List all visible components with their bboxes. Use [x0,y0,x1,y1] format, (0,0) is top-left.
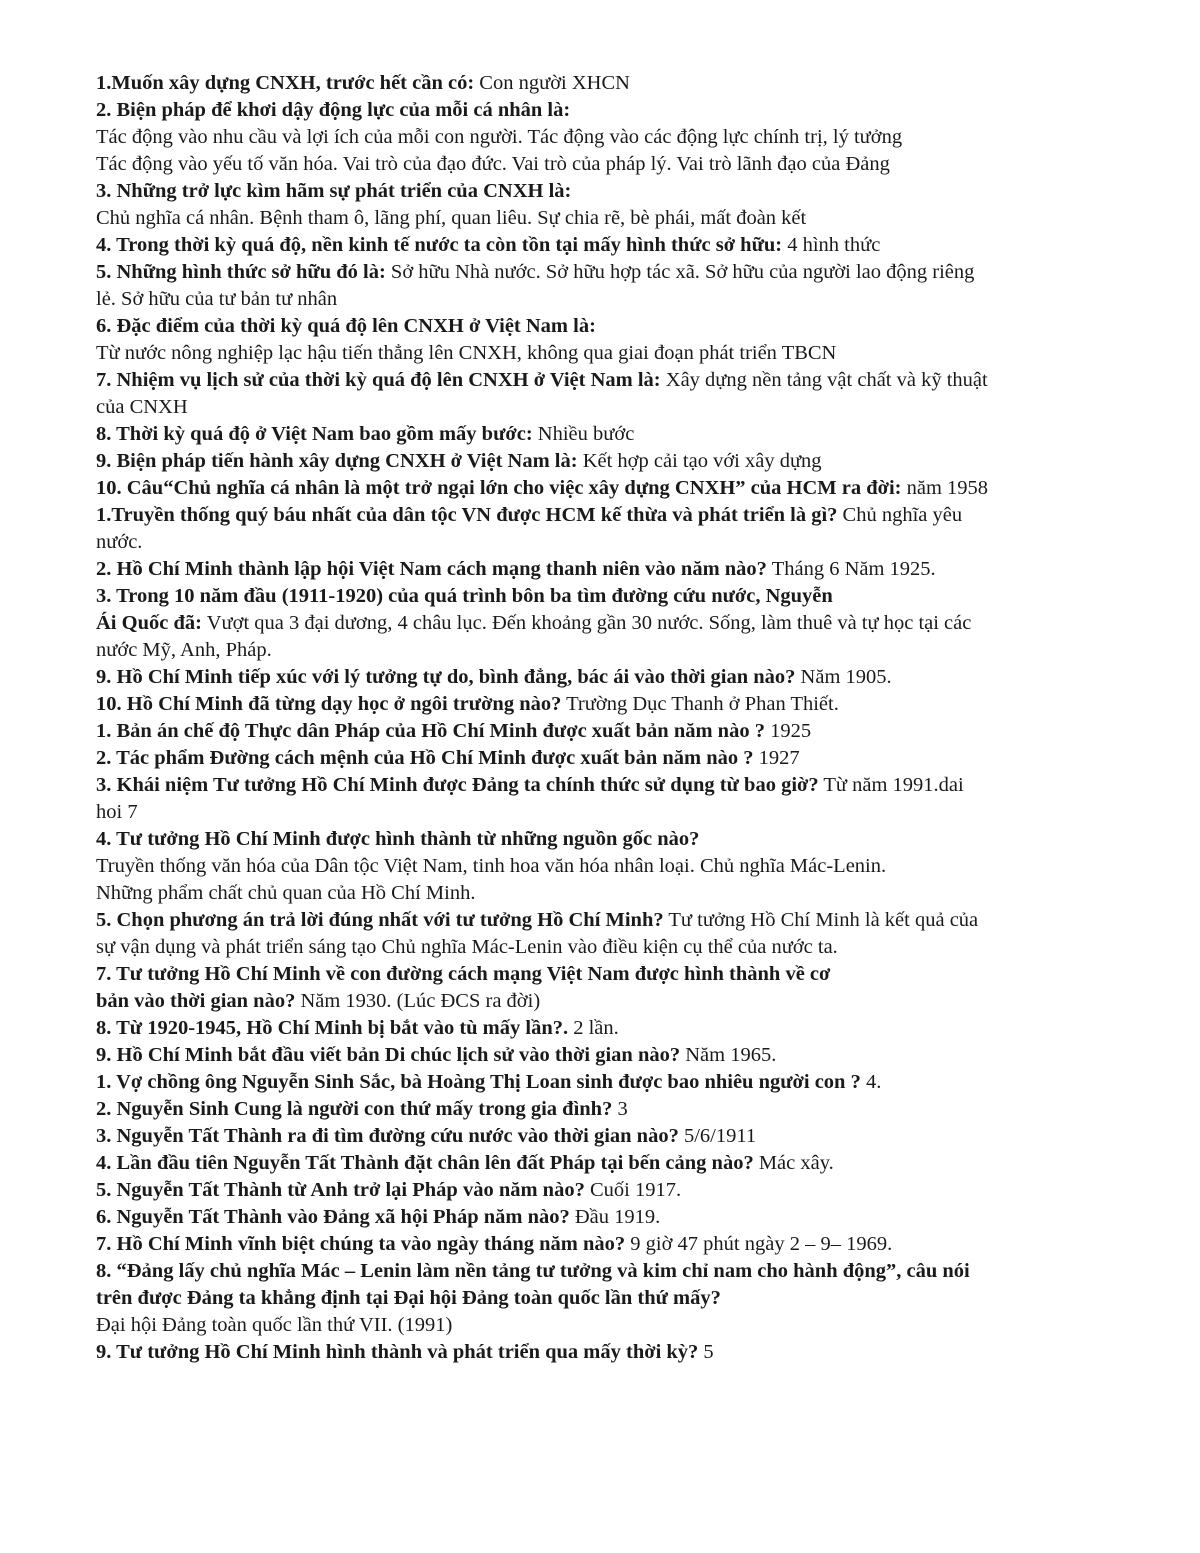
question-text: 6. Nguyễn Tất Thành vào Đảng xã hội Pháp năm nào? [96,1206,570,1228]
question-text: 9. Hồ Chí Minh bắt đầu viết bản Di chúc lịch sử vào thời gian nào? [96,1044,681,1066]
question-text: 7. Tư tưởng Hồ Chí Minh về con đường cách mạng Việt Nam được hình thành về cơ [96,963,831,985]
question-text: 1. Bản án chế độ Thực dân Pháp của Hồ Chí Minh được xuất bản năm nào ? [96,720,765,742]
answer-text: 4 hình thức [782,234,881,256]
answer-text: Mác xây. [753,1152,834,1174]
answer-text: của CNXH [96,396,188,418]
answer-text: Từ nước nông nghiệp lạc hậu tiến thẳng lên CNXH, không qua giai đoạn phát triển TBCN [96,342,837,364]
text-line [96,1069,1136,1096]
answer-text: 4. [860,1071,882,1093]
question-text: 10. Câu“Chủ nghĩa cá nhân là một trở ngại lớn cho việc xây dựng CNXH” của HCM ra đời: [96,477,902,499]
text-line [96,1204,1136,1231]
answer-text: Con người XHCN [474,72,630,94]
answer-text: 2 lần. [568,1017,619,1039]
question-text: 8. “Đảng lấy chủ nghĩa Mác – Lenin làm nền tảng tư tưởng và kim chỉ nam cho hành động”, câu nói [96,1260,970,1282]
answer-text: Đại hội Đảng toàn quốc lần thứ VII. (1991) [96,1314,453,1336]
question-text: 7. Nhiệm vụ lịch sử của thời kỳ quá độ lên CNXH ở Việt Nam là: [96,369,661,391]
answer-text: Năm 1905. [795,666,892,688]
answer-text: năm 1958 [901,477,989,499]
answer-text: Tác động vào yếu tố văn hóa. Vai trò của đạo đức. Vai trò của pháp lý. Vai trò lãnh đạo của Đảng [96,153,890,175]
text-line [96,934,1136,961]
question-text: 1. Vợ chồng ông Nguyễn Sinh Sắc, bà Hoàng Thị Loan sinh được bao nhiêu người con ? [96,1071,861,1093]
question-text: 3. Những trở lực kìm hãm sự phát triển của CNXH là: [96,180,572,202]
text-line [96,259,1136,286]
text-line [96,448,1136,475]
text-line [96,421,1136,448]
question-text: 10. Hồ Chí Minh đã từng dạy học ở ngôi trường nào? [96,693,562,715]
text-line [96,610,1136,637]
text-line [96,286,1136,313]
question-text: 6. Đặc điểm của thời kỳ quá độ lên CNXH ở Việt Nam là: [96,315,596,337]
text-line [96,691,1136,718]
text-line [96,799,1136,826]
text-line [96,907,1136,934]
text-line [96,988,1136,1015]
text-line [96,772,1136,799]
text-line [96,1123,1136,1150]
question-text: 4. Trong thời kỳ quá độ, nền kinh tế nước ta còn tồn tại mấy hình thức sở hữu: [96,234,783,256]
question-text: 9. Tư tưởng Hồ Chí Minh hình thành và phát triển qua mấy thời kỳ? [96,1341,699,1363]
answer-text: Sở hữu Nhà nước. Sở hữu hợp tác xã. Sở hữu của người lao động riêng [385,261,975,283]
text-line [96,475,1136,502]
answer-text: 3 [612,1098,628,1120]
text-line [96,205,1136,232]
text-line [96,826,1136,853]
text-line [96,853,1136,880]
text-line [96,529,1136,556]
answer-text: Kết hợp cải tạo với xây dựng [577,450,822,472]
question-text: 2. Biện pháp để khơi dậy động lực của mỗi cá nhân là: [96,99,571,121]
text-line [96,745,1136,772]
question-text: 3. Nguyễn Tất Thành ra đi tìm đường cứu nước vào thời gian nào? [96,1125,679,1147]
answer-text: Năm 1930. (Lúc ĐCS ra đời) [295,990,541,1012]
answer-text: 1927 [753,747,800,769]
question-text: 8. Từ 1920-1945, Hồ Chí Minh bị bắt vào tù mấy lần?. [96,1017,569,1039]
text-line [96,880,1136,907]
text-line [96,1312,1136,1339]
answer-text: Nhiều bước [532,423,635,445]
question-text: 4. Tư tưởng Hồ Chí Minh được hình thành từ những nguồn gốc nào? [96,828,700,850]
answer-text: 9 giờ 47 phút ngày 2 – 9– 1969. [625,1233,893,1255]
text-line [96,1150,1136,1177]
text-line [96,1285,1136,1312]
question-text: 8. Thời kỳ quá độ ở Việt Nam bao gồm mấy bước: [96,423,533,445]
text-line [96,1258,1136,1285]
answer-text: Trường Dục Thanh ở Phan Thiết. [561,693,839,715]
text-line [96,1096,1136,1123]
question-text: 5. Chọn phương án trả lời đúng nhất với tư tưởng Hồ Chí Minh? [96,909,664,931]
answer-text: Tháng 6 Năm 1925. [766,558,936,580]
text-line [96,1042,1136,1069]
answer-text: Cuối 1917. [584,1179,682,1201]
answer-text: Tác động vào nhu cầu và lợi ích của mỗi con người. Tác động vào các động lực chính trị, lý tưởng [96,126,903,148]
answer-text: nước. [96,531,143,553]
question-text: 9. Biện pháp tiến hành xây dựng CNXH ở Việt Nam là: [96,450,578,472]
answer-text: Đầu 1919. [569,1206,661,1228]
text-line [96,151,1136,178]
answer-text: 5/6/1911 [678,1125,757,1147]
text-line [96,556,1136,583]
text-line [96,961,1136,988]
answer-text: lẻ. Sở hữu của tư bản tư nhân [96,288,338,310]
answer-text: Những phẩm chất chủ quan của Hồ Chí Minh. [96,882,476,904]
text-line [96,664,1136,691]
question-text: 5. Những hình thức sở hữu đó là: [96,261,386,283]
text-line [96,97,1136,124]
question-text: 2. Nguyễn Sinh Cung là người con thứ mấy trong gia đình? [96,1098,613,1120]
text-line [96,313,1136,340]
answer-text: Từ năm 1991.dai [818,774,964,796]
question-text: 2. Tác phẩm Đường cách mệnh của Hồ Chí Minh được xuất bản năm nào ? [96,747,754,769]
text-line [96,1339,1136,1366]
question-text: 4. Lần đầu tiên Nguyễn Tất Thành đặt chân lên đất Pháp tại bến cảng nào? [96,1152,754,1174]
answer-text: Vượt qua 3 đại dương, 4 châu lục. Đến khoảng gần 30 nước. Sống, làm thuê và tự học tại các [201,612,972,634]
question-text: Ái Quốc đã: [96,612,202,634]
question-text: 1.Truyền thống quý báu nhất của dân tộc VN được HCM kế thừa và phát triển là gì? [96,504,838,526]
text-line [96,583,1136,610]
answer-text: Năm 1965. [680,1044,777,1066]
answer-text: Chủ nghĩa yêu [837,504,963,526]
text-line [96,718,1136,745]
question-text: 5. Nguyễn Tất Thành từ Anh trở lại Pháp vào năm nào? [96,1179,585,1201]
text-line [96,502,1136,529]
answer-text: Xây dựng nền tảng vật chất và kỹ thuật [660,369,988,391]
text-line [96,637,1136,664]
text-line [96,232,1136,259]
question-text: 2. Hồ Chí Minh thành lập hội Việt Nam cách mạng thanh niên vào năm nào? [96,558,767,580]
text-line [96,178,1136,205]
answer-text: hoi 7 [96,801,138,823]
text-line [96,1177,1136,1204]
question-text: 3. Khái niệm Tư tưởng Hồ Chí Minh được Đảng ta chính thức sử dụng từ bao giờ? [96,774,819,796]
question-text: 3. Trong 10 năm đầu (1911-1920) của quá trình bôn ba tìm đường cứu nước, Nguyễn [96,585,833,607]
answer-text: sự vận dụng và phát triển sáng tạo Chủ nghĩa Mác-Lenin vào điều kiện cụ thể của nước ta. [96,936,838,958]
answer-text: 1925 [764,720,812,742]
question-text: 7. Hồ Chí Minh vĩnh biệt chúng ta vào ngày tháng năm nào? [96,1233,626,1255]
text-line [96,367,1136,394]
answer-text: Tư tưởng Hồ Chí Minh là kết quả của [663,909,979,931]
text-line [96,340,1136,367]
text-line [96,1231,1136,1258]
text-line [96,124,1136,151]
question-text: 1.Muốn xây dựng CNXH, trước hết cần có: [96,72,475,94]
answer-text: 5 [698,1341,714,1363]
text-line [96,394,1136,421]
question-text: trên được Đảng ta khẳng định tại Đại hội Đảng toàn quốc lần thứ mấy? [96,1287,721,1309]
text-line [96,1015,1136,1042]
question-text: bản vào thời gian nào? [96,990,296,1012]
answer-text: nước Mỹ, Anh, Pháp. [96,639,272,661]
document-body [96,70,1136,1366]
answer-text: Chủ nghĩa cá nhân. Bệnh tham ô, lãng phí, quan liêu. Sự chia rẽ, bè phái, mất đoàn kết [96,207,807,229]
text-line [96,70,1136,97]
question-text: 9. Hồ Chí Minh tiếp xúc với lý tưởng tự do, bình đẳng, bác ái vào thời gian nào? [96,666,796,688]
answer-text: Truyền thống văn hóa của Dân tộc Việt Nam, tinh hoa văn hóa nhân loại. Chủ nghĩa Mác-Lenin. [96,855,887,877]
